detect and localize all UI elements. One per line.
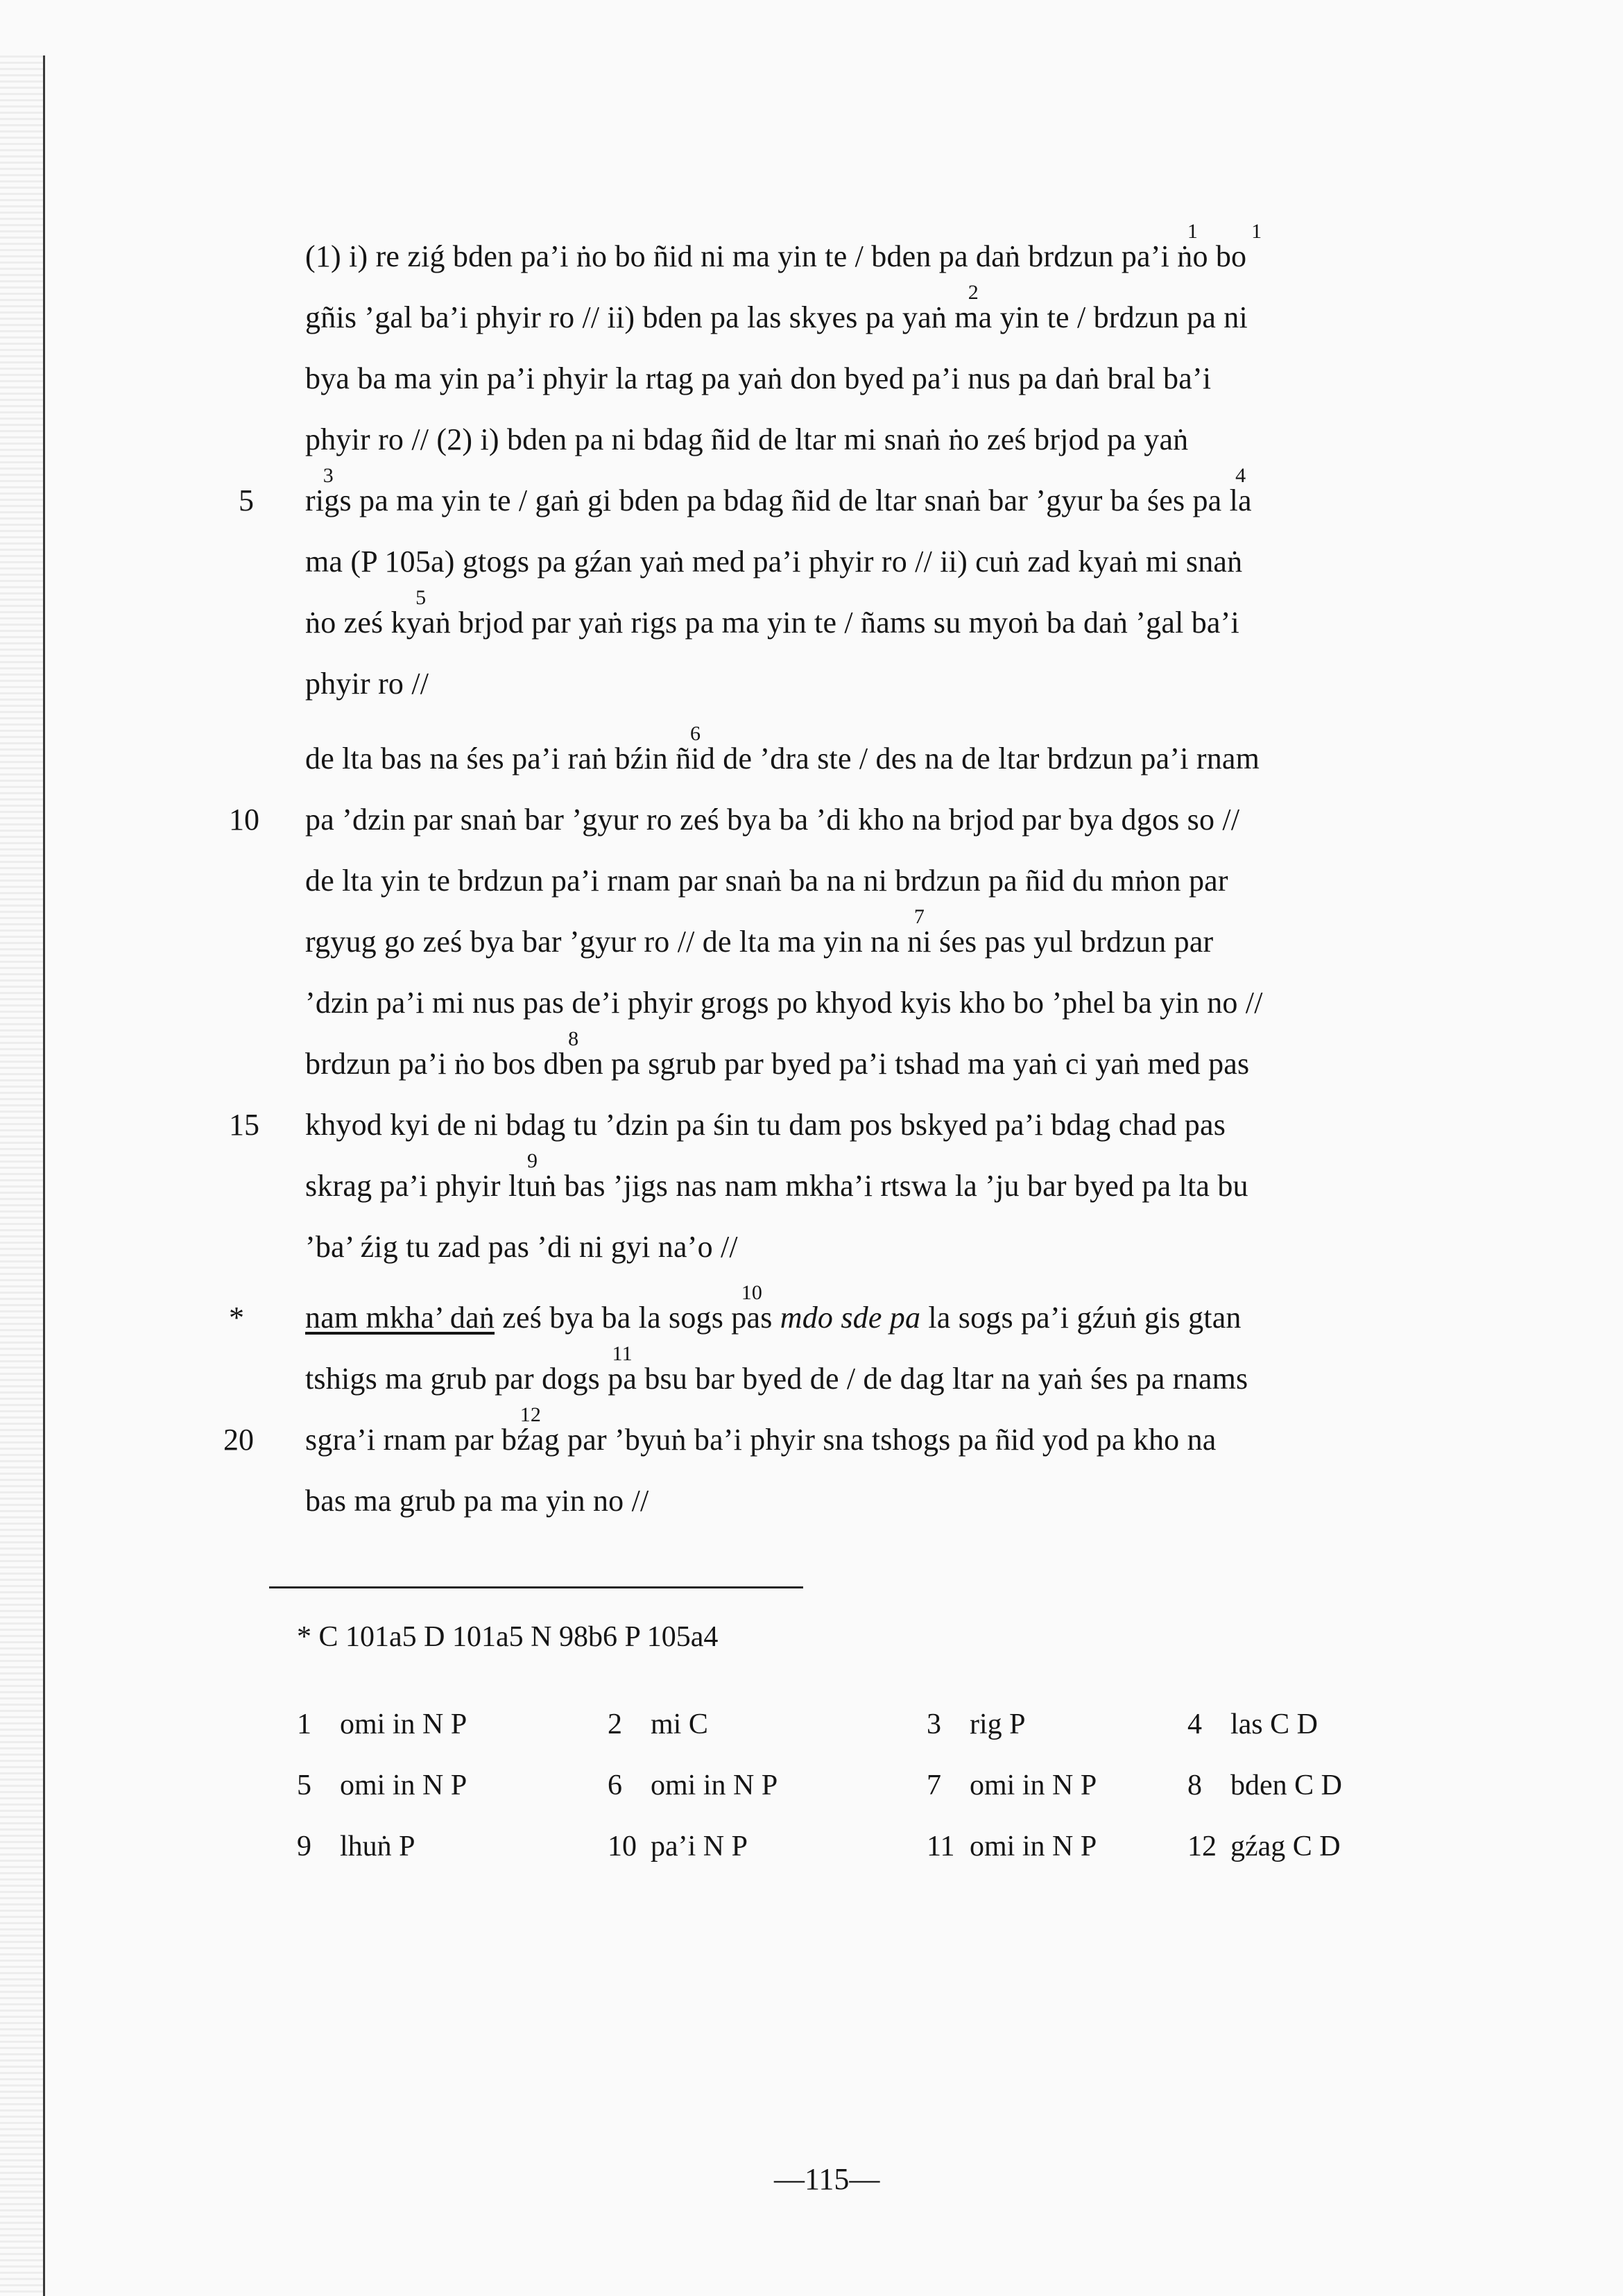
text-line (305, 905, 1214, 963)
text-segment (773, 1301, 780, 1335)
text-segment: ’ba’ źig tu zad pas ’di ni gyi na’o // (305, 1230, 738, 1264)
variant-number: 8 (1187, 1770, 1202, 1801)
variant-note (1187, 1765, 1342, 1806)
variant-note (927, 1704, 1026, 1745)
footnote-marker: 1 (1251, 220, 1262, 243)
variant-reading: omi in N P (340, 1708, 467, 1740)
variant-number: 11 (927, 1831, 955, 1862)
text-segment (1208, 239, 1216, 273)
variant-reading: mi C (651, 1708, 708, 1740)
text-segment: pa ma yin te / gaṅ gi bden pa bdag ñid de ltar snaṅ bar ’gyur ba śes pa (351, 483, 1230, 517)
text-segment: śes pas yul brdzun par (931, 925, 1214, 959)
variant-reading: bden C D (1230, 1770, 1342, 1801)
text-segment: de lta yin te brdzun pa’i rnam par snaṅ ba na ni brdzun pa ñid du mṅon par (305, 864, 1228, 898)
footnote-marker: 12 (519, 1403, 542, 1426)
text-segment: par ’byuṅ ba’i phyir sna tshogs pa ñid yod pa kho na (559, 1423, 1217, 1457)
variant-note (608, 1765, 778, 1806)
text-segment: la sogs pa’i gźuṅ gis gtan (920, 1301, 1242, 1335)
text-segment: ’dzin pa’i mi nus pas de’i phyir grogs po khyod kyis kho bo ’phel ba yin no // (305, 986, 1263, 1020)
footnote-marker: 6 (690, 722, 701, 745)
footnote-marker: 3 (323, 464, 334, 487)
variant-reading: omi in N P (970, 1770, 1097, 1801)
variant-note (1187, 1704, 1318, 1745)
variant-note (608, 1826, 748, 1867)
text-line (305, 281, 1248, 339)
variant-number: 10 (608, 1831, 637, 1862)
footnote-marker: 1 (1187, 220, 1199, 243)
text-line (305, 1342, 1248, 1400)
variant-reading: rig P (970, 1708, 1026, 1740)
text-segment: ni 7 (907, 905, 931, 959)
text-segment: bo 1 (1215, 220, 1262, 273)
text-segment: dben 8 (543, 1027, 603, 1081)
text-line (305, 1480, 649, 1522)
text-line (305, 722, 1260, 780)
variant-reading: omi in N P (970, 1831, 1097, 1862)
text-segment: ma 2 (954, 281, 993, 334)
text-segment: nam mkha’ daṅ (305, 1301, 495, 1335)
text-segment: pas 10 (731, 1281, 773, 1335)
variant-number: 7 (927, 1770, 941, 1801)
variant-reading: gźag C D (1230, 1831, 1341, 1862)
line-number: 20 (223, 1423, 254, 1457)
text-segment: ltuṅ 9 (508, 1149, 557, 1203)
variant-number: 6 (608, 1770, 622, 1801)
text-line (305, 1149, 1248, 1207)
variant-note (297, 1704, 467, 1745)
text-segment: sgra’i rnam par (305, 1423, 501, 1457)
binding-edge (0, 55, 45, 2296)
text-segment: rigs 3 (305, 464, 352, 517)
variant-note (608, 1704, 708, 1745)
text-line (305, 586, 1239, 644)
footnote-marker: 11 (612, 1342, 633, 1365)
variant-number: 12 (1187, 1831, 1217, 1862)
text-line (305, 1403, 1217, 1461)
footnote-marker: 4 (1235, 464, 1246, 487)
text-segment: (1) i) re ziǵ bden pa’i ṅo bo ñid ni ma yin te / bden pa daṅ brdzun pa’i (305, 239, 1178, 273)
text-segment: ṅo ześ (305, 606, 391, 640)
text-segment: yin te / brdzun pa ni (992, 300, 1248, 334)
text-segment: rgyug go ześ bya bar ’gyur ro // de lta ma yin na (305, 925, 908, 959)
text-segment: pa ’dzin par snaṅ bar ’gyur ro ześ bya ba ’di kho na brjod par bya dgos so // (305, 803, 1240, 837)
text-segment: ma (P 105a) gtogs pa gźan yaṅ med pa’i phyir ro // ii) cuṅ zad kyaṅ mi snaṅ (305, 545, 1243, 579)
footnote-marker: 9 (527, 1149, 538, 1172)
variant-note (927, 1765, 1097, 1806)
page-number: —115— (774, 2162, 880, 2196)
variant-note (297, 1826, 415, 1867)
text-segment: ñid 6 (676, 722, 716, 776)
text-line (305, 799, 1239, 841)
line-marker-asterisk: * (229, 1301, 244, 1335)
text-segment: tshigs ma grub par dogs (305, 1362, 608, 1396)
footnote-marker: 2 (968, 281, 979, 304)
text-segment: la 4 (1229, 464, 1252, 517)
variant-number: 1 (297, 1708, 311, 1740)
variant-reading: las C D (1230, 1708, 1318, 1740)
text-segment: mdo sde pa (780, 1301, 921, 1335)
text-segment: bsu bar byed de / de dag ltar na yaṅ śes pa rnams (637, 1362, 1248, 1396)
variant-number: 3 (927, 1708, 941, 1740)
text-segment: de ’dra ste / des na de ltar brdzun pa’i rnam (715, 742, 1260, 776)
variant-reading: omi in N P (651, 1770, 778, 1801)
text-segment: brdzun pa’i ṅo bos (305, 1047, 544, 1081)
text-line (305, 464, 1252, 522)
text-segment: bas ma grub pa ma yin no // (305, 1484, 649, 1518)
variant-note (1187, 1826, 1341, 1867)
text-line (305, 860, 1228, 902)
text-line (305, 982, 1263, 1024)
text-line (305, 358, 1211, 400)
variant-number: 4 (1187, 1708, 1202, 1740)
text-segment: ṅo 1 (1177, 220, 1208, 273)
footnote-rule (269, 1586, 803, 1588)
line-number: 5 (239, 483, 254, 517)
text-segment: pa sgrub par byed pa’i tshad ma yaṅ ci yaṅ med pas (603, 1047, 1250, 1081)
text-line (305, 220, 1262, 277)
text-segment: khyod kyi de ni bdag tu ’dzin pa śin tu dam pos bskyed pa’i bdag chad pas (305, 1108, 1226, 1142)
text-segment: ześ bya ba la sogs (495, 1301, 732, 1335)
source-references: * C 101a5 D 101a5 N 98b6 P 105a4 (297, 1621, 719, 1653)
text-line (305, 1027, 1250, 1085)
text-segment: bya ba ma yin pa’i phyir la rtag pa yaṅ don byed pa’i nus pa daṅ bral ba’i (305, 361, 1212, 395)
text-line (305, 419, 1188, 461)
line-number: 10 (229, 803, 259, 837)
text-segment: pa 11 (608, 1342, 637, 1396)
text-segment: brjod par yaṅ rigs pa ma yin te / ñams su myoṅ ba daṅ ’gal ba’i (450, 606, 1239, 640)
line-number: 15 (229, 1108, 259, 1142)
text-segment: bas ’jigs nas nam mkha’i rtswa la ’ju bar byed pa lta bu (556, 1169, 1248, 1203)
variant-reading: lhuṅ P (340, 1831, 415, 1862)
text-line (305, 1281, 1242, 1339)
text-segment: phyir ro // (2) i) bden pa ni bdag ñid de ltar mi snaṅ ṅo ześ brjod pa yaṅ (305, 422, 1189, 456)
text-line (305, 663, 429, 705)
variant-number: 2 (608, 1708, 622, 1740)
text-segment: skrag pa’i phyir (305, 1169, 508, 1203)
text-segment: de lta bas na śes pa’i raṅ bźin (305, 742, 676, 776)
variant-number: 5 (297, 1770, 311, 1801)
variant-number: 9 (297, 1831, 311, 1862)
text-line (305, 1226, 738, 1268)
variant-note (297, 1765, 467, 1806)
text-segment: gñis ’gal ba’i phyir ro // ii) bden pa las skyes pa yaṅ (305, 300, 955, 334)
variant-reading: omi in N P (340, 1770, 467, 1801)
text-line (305, 541, 1242, 583)
footnote-marker: 5 (415, 586, 427, 609)
text-segment: kyaṅ 5 (390, 586, 451, 640)
text-segment: bźag 12 (501, 1403, 560, 1457)
footnote-marker: 8 (568, 1027, 579, 1050)
text-line (305, 1104, 1226, 1146)
variant-note (927, 1826, 1097, 1867)
footnote-marker: 10 (741, 1281, 763, 1304)
text-segment: phyir ro // (305, 667, 429, 701)
footnote-marker: 7 (913, 905, 925, 928)
variant-reading: pa’i N P (651, 1831, 748, 1862)
